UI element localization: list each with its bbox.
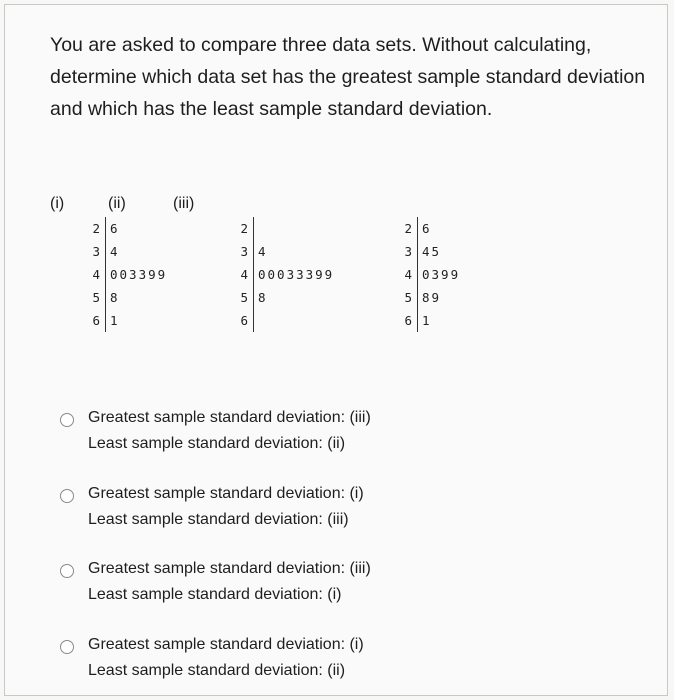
stem-row bbox=[85, 286, 167, 309]
stem-row bbox=[397, 217, 460, 240]
stem: 6 bbox=[240, 313, 248, 328]
stem: 5 bbox=[92, 290, 100, 305]
stem-row bbox=[85, 217, 167, 240]
stem-row bbox=[233, 217, 334, 240]
question-text: You are asked to compare three data sets. Without calculating, determine which data set has the greatest sample standard deviation and which has the least sample standard deviation. bbox=[50, 34, 646, 120]
option-least: Least sample standard deviation: (iii) bbox=[88, 511, 349, 528]
stem-row bbox=[233, 240, 334, 263]
stem: 3 bbox=[404, 244, 412, 259]
stem-row bbox=[397, 286, 460, 309]
option-text bbox=[88, 405, 371, 457]
stem: 3 bbox=[240, 244, 248, 259]
stem: 5 bbox=[404, 290, 412, 305]
leaves: 1 bbox=[105, 309, 120, 332]
stem: 3 bbox=[92, 244, 100, 259]
leaves: 6 bbox=[105, 217, 120, 240]
leaves: 00033399 bbox=[253, 263, 334, 286]
leaves bbox=[253, 309, 258, 332]
option-greatest: Greatest sample standard deviation: (iii) bbox=[88, 560, 371, 577]
radio-button[interactable] bbox=[60, 413, 74, 427]
stem-row bbox=[397, 263, 460, 286]
stem-row bbox=[85, 263, 167, 286]
stem: 2 bbox=[240, 221, 248, 236]
radio-button[interactable] bbox=[60, 564, 74, 578]
stem: 4 bbox=[92, 267, 100, 282]
dataset-label-iii: (iii) bbox=[173, 195, 195, 212]
leaves: 45 bbox=[417, 240, 441, 263]
option-text bbox=[88, 481, 364, 533]
leaves: 003399 bbox=[105, 263, 167, 286]
stem-row bbox=[397, 240, 460, 263]
option-greatest: Greatest sample standard deviation: (iii) bbox=[88, 409, 371, 426]
stem-plot-iii bbox=[397, 217, 460, 332]
stem: 4 bbox=[404, 267, 412, 282]
option-least: Least sample standard deviation: (ii) bbox=[88, 662, 346, 679]
leaves: 6 bbox=[417, 217, 432, 240]
stem-row bbox=[233, 286, 334, 309]
stem: 2 bbox=[92, 221, 100, 236]
option-text bbox=[88, 632, 364, 684]
stem: 6 bbox=[404, 313, 412, 328]
radio-button[interactable] bbox=[60, 640, 74, 654]
stem: 2 bbox=[404, 221, 412, 236]
stem-plot-i bbox=[85, 217, 167, 332]
stem-row bbox=[397, 309, 460, 332]
option-greatest: Greatest sample standard deviation: (i) bbox=[88, 636, 364, 653]
leaves: 8 bbox=[253, 286, 268, 309]
radio-button[interactable] bbox=[60, 489, 74, 503]
leaves: 8 bbox=[105, 286, 120, 309]
dataset-label-i: (i) bbox=[50, 195, 65, 212]
option-text bbox=[88, 556, 371, 608]
dataset-label-ii: (ii) bbox=[108, 195, 126, 212]
option-least: Least sample standard deviation: (i) bbox=[88, 586, 342, 603]
option-least: Least sample standard deviation: (ii) bbox=[88, 435, 346, 452]
stem-plot-ii bbox=[233, 217, 334, 332]
stem-row bbox=[85, 309, 167, 332]
leaves: 4 bbox=[105, 240, 120, 263]
stem: 5 bbox=[240, 290, 248, 305]
stem: 6 bbox=[92, 313, 100, 328]
leaves: 0399 bbox=[417, 263, 460, 286]
leaves: 1 bbox=[417, 309, 432, 332]
stem-row bbox=[233, 263, 334, 286]
stem-row bbox=[85, 240, 167, 263]
option-greatest: Greatest sample standard deviation: (i) bbox=[88, 485, 364, 502]
leaves bbox=[253, 217, 258, 240]
question-card bbox=[4, 4, 668, 696]
leaves: 4 bbox=[253, 240, 268, 263]
leaves: 89 bbox=[417, 286, 441, 309]
stem: 4 bbox=[240, 267, 248, 282]
stem-row bbox=[233, 309, 334, 332]
